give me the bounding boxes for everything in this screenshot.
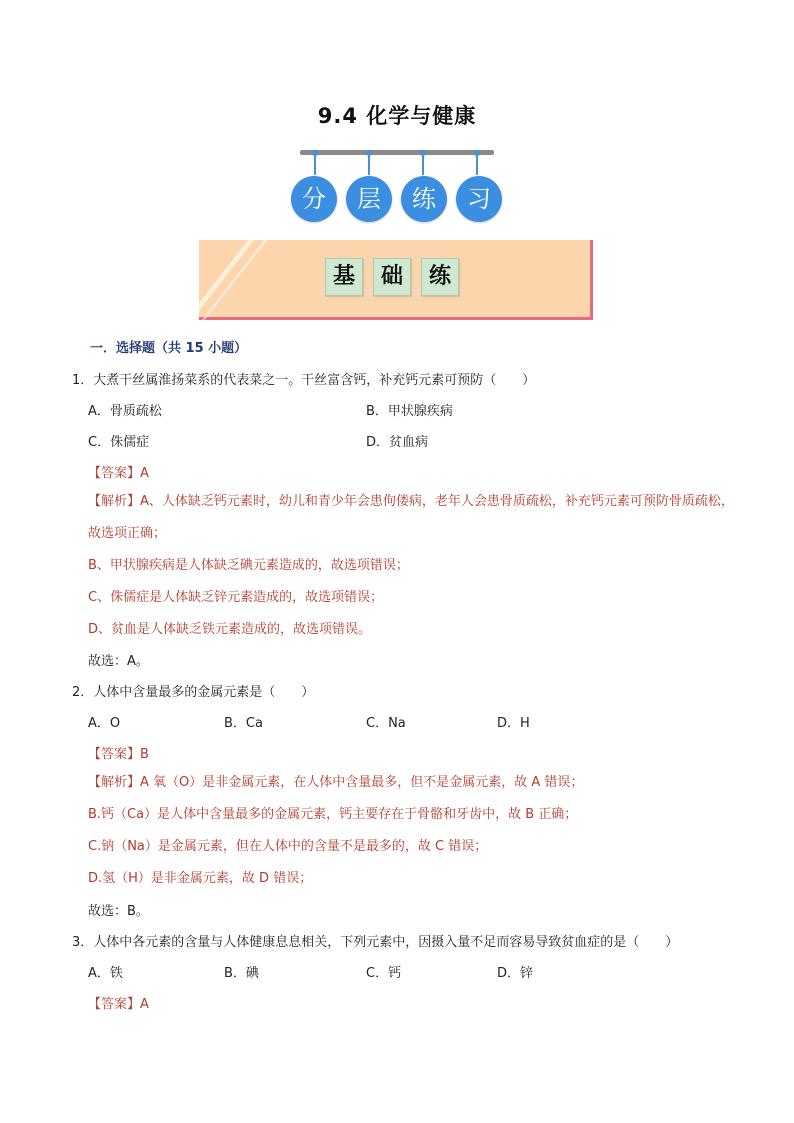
hanger-dot xyxy=(474,150,480,156)
page-title: 9.4 化学与健康 xyxy=(317,104,477,128)
explanation-line: D.氢（H）是非金属元素，故 D 错误； xyxy=(88,871,313,886)
explanation-line xyxy=(88,767,738,799)
hanger-string xyxy=(476,153,478,175)
answer-value: A xyxy=(140,466,149,481)
option-c: C．钙 xyxy=(366,966,402,981)
hanger-dot xyxy=(366,150,372,156)
explanation-text: A 氧（O）是非金属元素，在人体中含量最多，但不是金属元素，故 A 错误； xyxy=(140,775,584,790)
option-c: C．Na xyxy=(366,716,406,731)
explanation xyxy=(88,767,738,895)
practice-circles xyxy=(291,176,503,224)
explanation xyxy=(88,486,738,646)
final-answer: 故选：A。 xyxy=(88,654,149,669)
option-b: B．碘 xyxy=(224,966,259,981)
explanation-line: D、贫血是人体缺乏铁元素造成的，故选项错误。 xyxy=(88,622,372,637)
explanation-line: C、侏儒症是人体缺乏锌元素造成的，故选项错误； xyxy=(88,590,384,605)
answer-line xyxy=(88,462,149,481)
answer-tag: 【答案】 xyxy=(88,997,141,1012)
banner-sheen xyxy=(186,240,255,320)
final-answer: 故选：B。 xyxy=(88,904,149,919)
option-a: A．O xyxy=(88,716,121,731)
explanation-tag: 【解析】 xyxy=(88,494,141,509)
hanger-dot xyxy=(312,150,318,156)
banner-tile: 基 xyxy=(325,258,363,296)
section-heading: 一．选择题（共 15 小题） xyxy=(90,341,248,356)
circle-char: 层 xyxy=(346,176,392,222)
option-b: B．Ca xyxy=(224,716,263,731)
banner-tile: 础 xyxy=(373,258,411,296)
answer-value: A xyxy=(140,997,149,1012)
question-stem: 2．人体中含量最多的金属元素是（ ） xyxy=(72,685,315,700)
hanger-dot xyxy=(420,150,426,156)
question-stem: 1．大煮干丝属淮扬菜系的代表菜之一。干丝富含钙，补充钙元素可预防（ ） xyxy=(72,373,536,388)
answer-value: B xyxy=(140,747,149,762)
explanation-line: B、甲状腺疾病是人体缺乏碘元素造成的，故选项错误； xyxy=(88,558,409,573)
banner-tile: 练 xyxy=(421,258,459,296)
option-b: B．甲状腺疾病 xyxy=(366,404,453,419)
hanger-string xyxy=(314,153,316,175)
explanation-line xyxy=(88,486,738,550)
option-a: A．铁 xyxy=(88,966,123,981)
explanation-text: A、人体缺乏钙元素时，幼儿和青少年会患佝偻病，老年人会患骨质疏松，补充钙元素可预防骨质疏松，故选项正确； xyxy=(88,494,734,541)
question-stem: 3．人体中各元素的含量与人体健康息息相关，下列元素中，因摄入量不足而容易导致贫血症的是（ ） xyxy=(72,935,679,950)
hanger-string xyxy=(422,153,424,175)
answer-line xyxy=(88,743,149,762)
option-c: C．侏儒症 xyxy=(88,435,150,450)
circle-char: 习 xyxy=(456,176,502,222)
option-d: D．H xyxy=(497,716,530,731)
hanger-string xyxy=(368,153,370,175)
answer-line xyxy=(88,993,149,1012)
option-d: D．锌 xyxy=(497,966,534,981)
explanation-line: C.钠（Na）是金属元素，但在人体中的含量不是最多的，故 C 错误； xyxy=(88,839,488,854)
explanation-tag: 【解析】 xyxy=(88,775,141,790)
explanation-line: B.钙（Ca）是人体中含量最多的金属元素，钙主要存在于骨骼和牙齿中，故 B 正确； xyxy=(88,807,578,822)
option-a: A．骨质疏松 xyxy=(88,404,162,419)
answer-tag: 【答案】 xyxy=(88,466,141,481)
circle-char: 练 xyxy=(401,176,447,222)
answer-tag: 【答案】 xyxy=(88,747,141,762)
banner-sheen xyxy=(202,240,268,320)
level-banner xyxy=(199,240,593,320)
circle-char: 分 xyxy=(291,176,337,222)
option-d: D．贫血病 xyxy=(366,435,429,450)
hanger-bar xyxy=(300,150,494,155)
